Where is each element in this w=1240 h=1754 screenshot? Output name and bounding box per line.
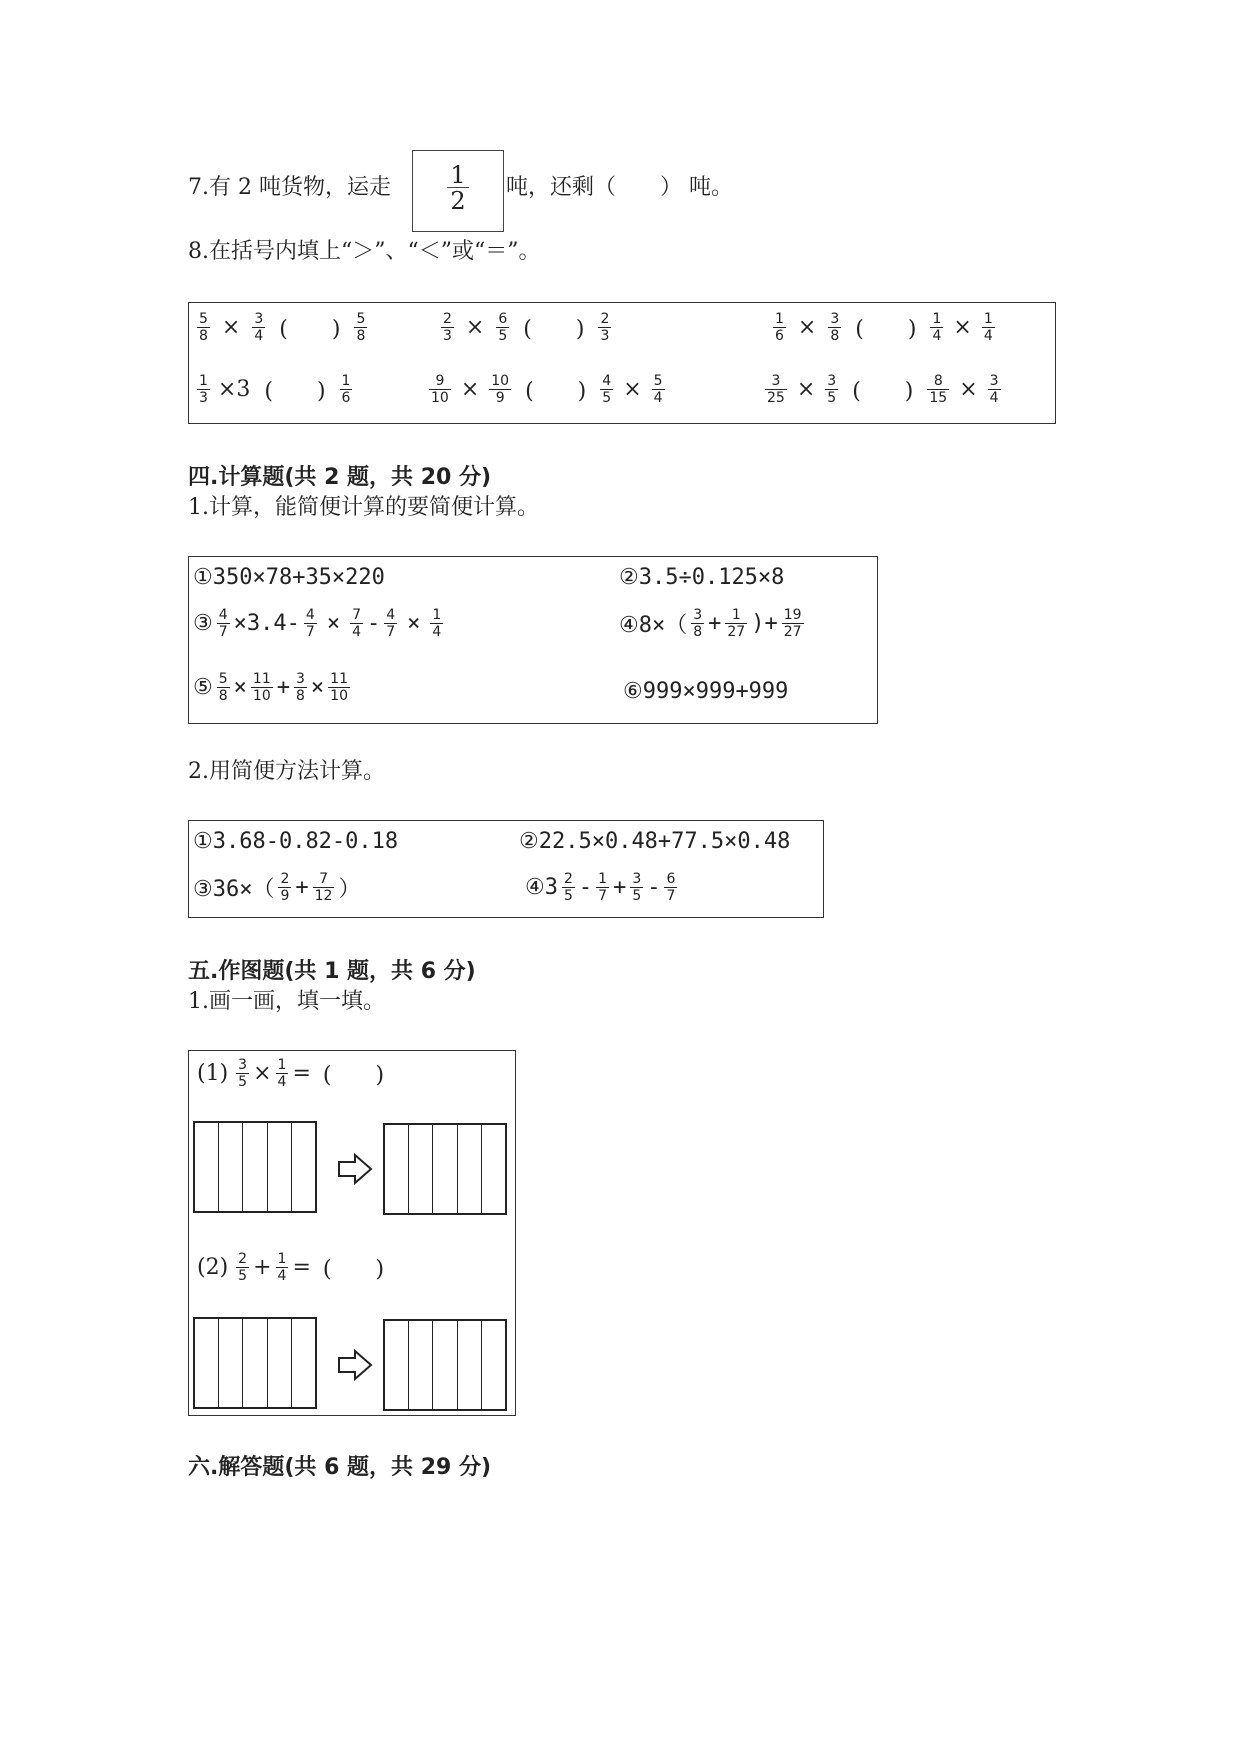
section5-q1-text: 1.画一画，填一填。: [188, 989, 385, 1014]
fraction: $\frac{6}{7}$: [666, 871, 676, 904]
fraction: $\frac{1}{3}$: [199, 373, 208, 406]
q7-text-after: 吨，还剩（ ） 吨。: [506, 175, 733, 200]
q8-r2-item2: $\frac{9}{10}$ × $\frac{10}{9}$ ( ) $\frac{4}{5}$ × $\frac{5}{4}$: [431, 373, 663, 406]
fraction: $\frac{1}{4}$: [432, 607, 442, 640]
fraction: $\frac{10}{9}$: [491, 373, 510, 406]
calc-5: ⑤ $\frac{5}{8}$ × $\frac{11}{10}$ + $\frac{3}{8}$ × $\frac{11}{10}$: [193, 671, 348, 704]
answer-blank[interactable]: ( ): [322, 1257, 385, 1282]
fraction-grid-right-2[interactable]: [383, 1319, 507, 1411]
fraction: $\frac{1}{4}$: [277, 1057, 287, 1090]
answer-blank[interactable]: ( ): [264, 379, 326, 404]
fraction: $\frac{11}{10}$: [252, 671, 271, 704]
q8-compare-table: [188, 302, 1056, 424]
section4-q2-text: 2.用简便方法计算。: [188, 759, 385, 784]
drawing-problem-2: (2) $\frac{2}{5}$ + $\frac{1}{4}$ = ( ): [197, 1251, 385, 1284]
fraction: $\frac{2}{5}$: [238, 1251, 248, 1284]
q7-frac-numerator: 1: [450, 161, 466, 189]
fraction: $\frac{4}{7}$: [218, 607, 228, 640]
section4-q1-box: [188, 556, 878, 724]
section6-title: 六.解答题(共 6 题，共 29 分): [188, 1455, 492, 1480]
fraction: $\frac{3}{5}$: [632, 871, 642, 904]
answer-blank[interactable]: ( ): [322, 1063, 385, 1088]
answer-blank[interactable]: ( ): [279, 317, 341, 342]
simplify-4: ④3 $\frac{2}{5}$ - $\frac{1}{7}$ + $\frac{3}{5}$ - $\frac{6}{7}$: [525, 871, 676, 904]
simplify-1: ①3.68-0.82-0.18: [193, 829, 399, 854]
fraction: $\frac{6}{5}$: [498, 311, 508, 344]
fraction: $\frac{2}{5}$: [563, 871, 573, 904]
drawing-problem-1: (1) $\frac{3}{5}$ × $\frac{1}{4}$ = ( ): [197, 1057, 385, 1090]
calc-4: ④8×（ $\frac{3}{8}$ + $\frac{1}{27}$ )+ $\frac{19}{27}$: [619, 607, 802, 640]
fraction: $\frac{3}{4}$: [254, 311, 264, 344]
fraction: $\frac{2}{3}$: [600, 311, 610, 344]
calc-1: ①350×78+35×220: [193, 565, 385, 590]
fraction: $\frac{8}{15}$: [929, 373, 948, 406]
simplify-2: ②22.5×0.48+77.5×0.48: [519, 829, 791, 854]
drawing-box: [188, 1050, 516, 1416]
q7-fraction-box: [412, 150, 504, 232]
fraction: $\frac{4}{5}$: [602, 373, 612, 406]
answer-blank[interactable]: ( ): [523, 317, 585, 342]
section5-title: 五.作图题(共 1 题，共 6 分): [188, 959, 476, 984]
fraction: $\frac{7}{4}$: [352, 607, 361, 640]
q8-r2-item1: $\frac{1}{3}$ ×3 ( ) $\frac{1}{6}$: [199, 373, 351, 406]
fraction: $\frac{1}{6}$: [341, 373, 351, 406]
q8-r1-item3: $\frac{1}{6}$ × $\frac{3}{8}$ ( ) $\frac{1}{4}$ × $\frac{1}{4}$: [775, 311, 993, 344]
q7-frac-denominator: 2: [450, 187, 466, 215]
answer-blank[interactable]: ( ): [525, 379, 587, 404]
fraction: $\frac{1}{27}$: [727, 607, 746, 640]
fraction-grid-left-2: [193, 1317, 317, 1409]
calc-3: ③ $\frac{4}{7}$ ×3.4- $\frac{4}{7}$ × $\frac{7}{4}$ - $\frac{4}{7}$ × $\frac{1}{4}$: [193, 607, 442, 640]
fraction: $\frac{3}{4}$: [989, 373, 999, 406]
fraction: $\frac{5}{8}$: [199, 311, 208, 344]
fraction-grid-left-1: [193, 1121, 317, 1213]
fraction: $\frac{7}{12}$: [314, 871, 333, 904]
q8-text: 8.在括号内填上“＞”、“＜”或“＝”。: [188, 239, 541, 264]
fraction: $\frac{1}{4}$: [983, 311, 993, 344]
fraction: $\frac{9}{10}$: [431, 373, 449, 406]
fraction: $\frac{2}{3}$: [443, 311, 452, 344]
q8-r2-item3: $\frac{3}{25}$ × $\frac{3}{5}$ ( ) $\frac{8}{15}$ × $\frac{3}{4}$: [767, 373, 999, 406]
fraction: $\frac{3}{5}$: [238, 1057, 248, 1090]
fraction: $\frac{11}{10}$: [330, 671, 348, 704]
fraction: $\frac{3}{8}$: [830, 311, 840, 344]
section4-title: 四.计算题(共 2 题，共 20 分): [188, 465, 492, 490]
fraction: $\frac{19}{27}$: [783, 607, 802, 640]
fraction: $\frac{4}{7}$: [386, 607, 396, 640]
fraction: $\frac{2}{9}$: [280, 871, 290, 904]
calc-2: ②3.5÷0.125×8: [619, 565, 785, 590]
fraction: $\frac{1}{6}$: [775, 311, 784, 344]
fraction: $\frac{1}{4}$: [932, 311, 942, 344]
fraction: $\frac{1}{7}$: [598, 871, 608, 904]
fraction: $\frac{5}{8}$: [356, 311, 366, 344]
fraction: $\frac{5}{4}$: [653, 373, 663, 406]
fraction: $\frac{3}{5}$: [827, 373, 837, 406]
fraction: $\frac{3}{8}$: [295, 671, 305, 704]
fraction: $\frac{4}{7}$: [305, 607, 315, 640]
q7-text-before: 7.有 2 吨货物，运走: [188, 175, 391, 200]
right-arrow-icon: [337, 1153, 373, 1185]
fraction: $\frac{5}{8}$: [218, 671, 228, 704]
answer-blank[interactable]: ( ): [852, 379, 914, 404]
simplify-3: ③36×（ $\frac{2}{9}$ + $\frac{7}{12}$ ）: [193, 871, 361, 904]
fraction: $\frac{3}{8}$: [693, 607, 703, 640]
fraction: $\frac{1}{4}$: [277, 1251, 287, 1284]
section4-q1-text: 1.计算，能简便计算的要简便计算。: [188, 495, 539, 520]
q8-r1-item2: $\frac{2}{3}$ × $\frac{6}{5}$ ( ) $\frac{2}{3}$: [443, 311, 610, 344]
section4-q2-box: [188, 820, 824, 918]
right-arrow-icon: [337, 1349, 373, 1381]
q8-r1-item1: $\frac{5}{8}$ × $\frac{3}{4}$ ( ) $\frac{5}{8}$: [199, 311, 366, 344]
answer-blank[interactable]: ( ): [855, 317, 917, 342]
fraction-grid-right-1[interactable]: [383, 1123, 507, 1215]
calc-6: ⑥999×999+999: [623, 679, 789, 704]
fraction: $\frac{3}{25}$: [767, 373, 785, 406]
